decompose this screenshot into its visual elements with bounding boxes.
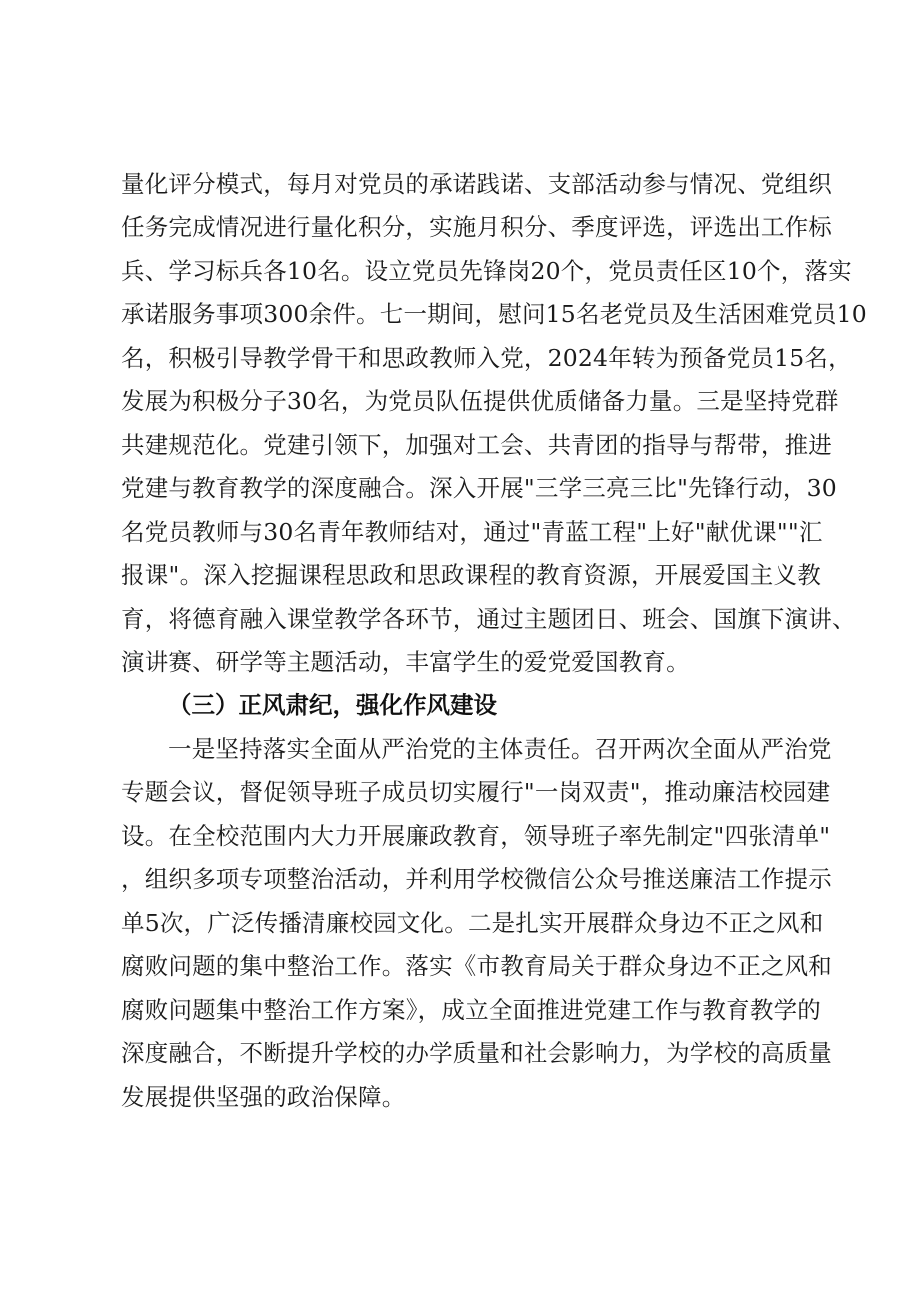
paragraph-1-line-10: 报课"。深入挖掘课程思政和思政课程的教育资源，开展爱国主义教 — [121, 561, 821, 589]
paragraph-1-line-3: 兵、学习标兵各10名。设立党员先锋岗20个，党员责任区10个，落实 — [121, 257, 852, 285]
paragraph-2-line-8: 深度融合，不断提升学校的办学质量和社会影响力，为学校的高质量 — [121, 1039, 832, 1067]
paragraph-2-line-4: ，组织多项专项整治活动，并利用学校微信公众号推送廉洁工作提示 — [121, 865, 832, 893]
paragraph-2-line-2: 专题会议，督促领导班子成员切实履行"一岗双责"，推动廉洁校园建 — [121, 778, 831, 806]
paragraph-1-line-2: 任务完成情况进行量化积分，实施月积分、季度评选，评选出工作标 — [121, 213, 832, 241]
paragraph-1-line-7: 共建规范化。党建引领下，加强对工会、共青团的指导与帮带，推进 — [121, 431, 832, 459]
paragraph-1-line-4: 承诺服务事项300余件。七一期间，慰问15名老党员及生活困难党员10 — [121, 300, 867, 328]
paragraph-2-line-6: 腐败问题的集中整治工作。落实《市教育局关于群众身边不正之风和 — [121, 952, 832, 980]
paragraph-1-line-1: 量化评分模式，每月对党员的承诺践诺、支部活动参与情况、党组织 — [121, 170, 832, 198]
paragraph-1-line-11: 育，将德育融入课堂教学各环节，通过主题团日、班会、国旗下演讲、 — [121, 605, 856, 633]
paragraph-2-line-9: 发展提供坚强的政治保障。 — [121, 1083, 406, 1111]
paragraph-2-line-7: 腐败问题集中整治工作方案》，成立全面推进党建工作与教育教学的 — [121, 996, 821, 1024]
paragraph-1-line-9: 名党员教师与30名青年教师结对，通过"青蓝工程"上好"献优课""汇 — [121, 518, 823, 546]
paragraph-2-line-1: 一是坚持落实全面从严治党的主体责任。召开两次全面从严治党 — [168, 735, 832, 763]
paragraph-1-line-6: 发展为积极分子30名，为党员队伍提供优质储备力量。三是坚持党群 — [121, 387, 839, 415]
paragraph-1-line-12: 演讲赛、研学等主题活动，丰富学生的爱党爱国教育。 — [121, 648, 690, 676]
paragraph-2-line-3: 设。在全校范围内大力开展廉政教育，领导班子率先制定"四张清单" — [121, 822, 831, 850]
paragraph-2-line-5: 单5次，广泛传播清廉校园文化。二是扎实开展群众身边不正之风和 — [121, 909, 824, 937]
paragraph-1-line-5: 名，积极引导教学骨干和思政教师入党，2024年转为预备党员15名， — [121, 344, 852, 372]
section-heading: （三）正风肃纪，强化作风建设 — [168, 691, 497, 719]
paragraph-1-line-8: 党建与教育教学的深度融合。深入开展"三学三亮三比"先锋行动，30 — [121, 474, 837, 502]
